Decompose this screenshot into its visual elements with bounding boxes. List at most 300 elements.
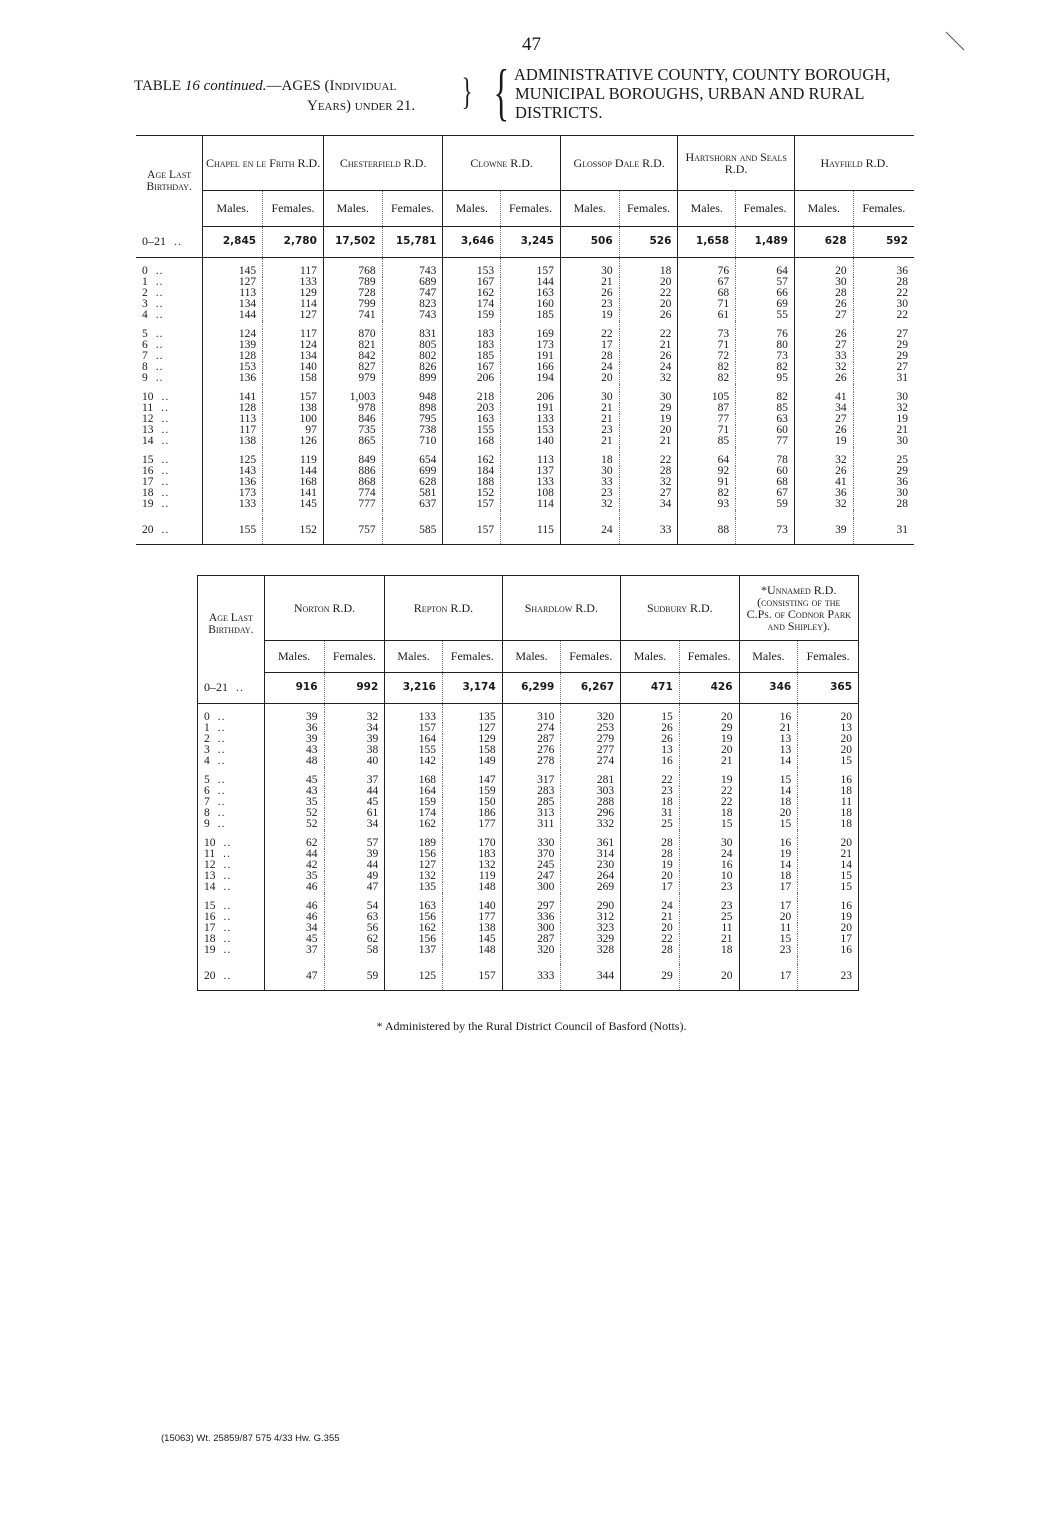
males-cell: 42 bbox=[264, 860, 324, 871]
males-cell: 777 bbox=[323, 499, 382, 510]
females-cell: 22 bbox=[853, 310, 914, 321]
males-cell: 46 bbox=[264, 882, 324, 893]
males-cell: 189 bbox=[385, 838, 443, 849]
table-row bbox=[136, 403, 914, 414]
males-cell: 68 bbox=[678, 288, 736, 299]
table-row bbox=[198, 860, 859, 871]
males-cell: 46 bbox=[264, 912, 324, 923]
males-cell: 768 bbox=[323, 266, 382, 277]
footnote: * Administered by the Rural District Council of Basford (Notts). bbox=[376, 1019, 687, 1033]
males-cell: 41 bbox=[794, 392, 853, 403]
males-cell: 206 bbox=[443, 373, 501, 384]
males-cell: 163 bbox=[385, 901, 443, 912]
females-cell: 899 bbox=[382, 373, 443, 384]
males-cell: 157 bbox=[385, 723, 443, 734]
males-cell: 978 bbox=[323, 403, 382, 414]
district-header: Hartshorn and Seals R.D. bbox=[678, 136, 795, 191]
females-cell: 158 bbox=[263, 373, 324, 384]
males-cell: 276 bbox=[502, 745, 561, 756]
females-cell: 11 bbox=[679, 923, 739, 934]
females-cell: 22 bbox=[619, 288, 678, 299]
females-cell: 206 bbox=[501, 392, 561, 403]
males-cell: 133 bbox=[385, 712, 443, 723]
males-cell: 370 bbox=[502, 849, 561, 860]
females-cell: 140 bbox=[263, 362, 324, 373]
males-cell: 133 bbox=[203, 499, 263, 510]
females-cell: 80 bbox=[736, 340, 795, 351]
age-cell: 1 .. bbox=[136, 277, 203, 288]
females-cell: 58 bbox=[324, 945, 385, 956]
pencil-mark-icon bbox=[944, 30, 966, 52]
males-cell: 27 bbox=[794, 340, 853, 351]
males-cell: 71 bbox=[678, 340, 736, 351]
males-cell: 13 bbox=[739, 734, 798, 745]
females-cell: 114 bbox=[501, 499, 561, 510]
males-cell: 144 bbox=[203, 310, 263, 321]
males-cell: 297 bbox=[502, 901, 561, 912]
males-cell: 174 bbox=[443, 299, 501, 310]
males-cell: 32 bbox=[794, 455, 853, 466]
district-header: Clowne R.D. bbox=[443, 136, 560, 191]
females-cell: 22 bbox=[853, 288, 914, 299]
females-header: Females. bbox=[798, 640, 859, 672]
females-cell: 160 bbox=[501, 299, 561, 310]
females-cell: 10 bbox=[679, 871, 739, 882]
females-cell: 26 bbox=[619, 310, 678, 321]
males-cell: 162 bbox=[385, 819, 443, 830]
females-cell: 30 bbox=[853, 436, 914, 447]
table-body bbox=[198, 672, 859, 990]
males-cell: 20 bbox=[794, 266, 853, 277]
females-cell: 16 bbox=[798, 775, 859, 786]
females-cell: 191 bbox=[501, 403, 561, 414]
females-header: Females. bbox=[501, 191, 561, 226]
males-cell: 20 bbox=[739, 808, 798, 819]
females-cell: 823 bbox=[382, 299, 443, 310]
males-cell: 14 bbox=[739, 786, 798, 797]
females-cell: 20 bbox=[798, 923, 859, 934]
district-header: Repton R.D. bbox=[385, 576, 502, 641]
subtitle-line-2: MUNICIPAL BOROUGHS, URBAN AND RURAL bbox=[515, 84, 865, 103]
table-row bbox=[198, 838, 859, 849]
females-cell: 67 bbox=[736, 488, 795, 499]
females-cell: 20 bbox=[798, 734, 859, 745]
females-header: Females. bbox=[561, 640, 621, 672]
years-label: Years) bbox=[307, 98, 351, 114]
males-cell: 15 bbox=[739, 934, 798, 945]
males-cell: 139 bbox=[203, 340, 263, 351]
males-cell: 23 bbox=[560, 488, 619, 499]
females-cell: 57 bbox=[736, 277, 795, 288]
females-cell: 314 bbox=[561, 849, 621, 860]
males-cell: 26 bbox=[621, 734, 680, 745]
females-cell: 158 bbox=[442, 745, 502, 756]
males-cell: 157 bbox=[443, 499, 501, 510]
males-cell: 346 bbox=[739, 672, 798, 703]
females-cell: 25 bbox=[679, 912, 739, 923]
males-header: Males. bbox=[621, 640, 680, 672]
table-row bbox=[136, 351, 914, 362]
females-cell: 32 bbox=[853, 403, 914, 414]
table-row bbox=[198, 882, 859, 893]
males-cell: 34 bbox=[264, 923, 324, 934]
females-cell: 1,489 bbox=[736, 226, 795, 257]
age-cell: 16 .. bbox=[198, 912, 265, 923]
females-cell: 34 bbox=[324, 819, 385, 830]
males-cell: 11 bbox=[739, 923, 798, 934]
females-cell: 63 bbox=[324, 912, 385, 923]
males-cell: 32 bbox=[560, 499, 619, 510]
females-cell: 13 bbox=[798, 723, 859, 734]
males-cell: 77 bbox=[678, 414, 736, 425]
females-cell: 114 bbox=[263, 299, 324, 310]
males-cell: 868 bbox=[323, 477, 382, 488]
females-header: Females. bbox=[679, 640, 739, 672]
males-cell: 162 bbox=[443, 288, 501, 299]
males-cell: 145 bbox=[203, 266, 263, 277]
males-cell: 26 bbox=[794, 329, 853, 340]
females-cell: 24 bbox=[679, 849, 739, 860]
females-cell: 22 bbox=[679, 786, 739, 797]
males-cell: 159 bbox=[385, 797, 443, 808]
females-cell: 14 bbox=[798, 860, 859, 871]
age-cell: 5 .. bbox=[198, 775, 265, 786]
females-cell: 148 bbox=[442, 945, 502, 956]
males-cell: 159 bbox=[443, 310, 501, 321]
males-cell: 26 bbox=[621, 723, 680, 734]
age-cell: 15 .. bbox=[198, 901, 265, 912]
age-cell: 18 .. bbox=[136, 488, 203, 499]
males-cell: 21 bbox=[560, 414, 619, 425]
males-cell: 124 bbox=[203, 329, 263, 340]
females-cell: 18 bbox=[798, 819, 859, 830]
females-cell: 15 bbox=[798, 871, 859, 882]
females-cell: 145 bbox=[263, 499, 324, 510]
district-header: Hayfield R.D. bbox=[794, 136, 914, 191]
females-cell: 18 bbox=[619, 266, 678, 277]
males-cell: 46 bbox=[264, 901, 324, 912]
females-cell: 802 bbox=[382, 351, 443, 362]
males-cell: 156 bbox=[385, 934, 443, 945]
females-cell: 992 bbox=[324, 672, 385, 703]
group-spacer bbox=[198, 830, 859, 838]
males-cell: 162 bbox=[443, 455, 501, 466]
table-row bbox=[198, 923, 859, 934]
females-cell: 59 bbox=[736, 499, 795, 510]
males-cell: 28 bbox=[621, 838, 680, 849]
males-cell: 152 bbox=[443, 488, 501, 499]
females-cell: 138 bbox=[263, 403, 324, 414]
district-header: Glossop Dale R.D. bbox=[560, 136, 678, 191]
females-cell: 15 bbox=[798, 882, 859, 893]
males-cell: 127 bbox=[203, 277, 263, 288]
males-cell: 143 bbox=[203, 466, 263, 477]
males-cell: 23 bbox=[560, 299, 619, 310]
males-cell: 735 bbox=[323, 425, 382, 436]
males-cell: 20 bbox=[621, 923, 680, 934]
females-cell: 27 bbox=[853, 362, 914, 373]
males-cell: 23 bbox=[621, 786, 680, 797]
males-cell: 88 bbox=[678, 518, 736, 545]
males-cell: 93 bbox=[678, 499, 736, 510]
age-cell: 13 .. bbox=[198, 871, 265, 882]
females-cell: 62 bbox=[324, 934, 385, 945]
females-cell: 281 bbox=[561, 775, 621, 786]
females-cell: 19 bbox=[679, 734, 739, 745]
males-cell: 26 bbox=[794, 466, 853, 477]
males-cell: 105 bbox=[678, 392, 736, 403]
females-cell: 274 bbox=[561, 756, 621, 767]
females-cell: 296 bbox=[561, 808, 621, 819]
total-row bbox=[136, 226, 914, 257]
males-cell: 155 bbox=[385, 745, 443, 756]
females-cell: 31 bbox=[853, 373, 914, 384]
females-cell: 264 bbox=[561, 871, 621, 882]
males-cell: 21 bbox=[739, 723, 798, 734]
age-cell: 3 .. bbox=[198, 745, 265, 756]
age-cell: 0–21 .. bbox=[198, 672, 265, 703]
table-row bbox=[198, 808, 859, 819]
females-cell: 277 bbox=[561, 745, 621, 756]
males-cell: 15 bbox=[739, 819, 798, 830]
table-row bbox=[136, 477, 914, 488]
males-cell: 188 bbox=[443, 477, 501, 488]
females-cell: 168 bbox=[263, 477, 324, 488]
page-number: 47 bbox=[522, 34, 541, 55]
males-cell: 14 bbox=[739, 756, 798, 767]
continued-label: continued. bbox=[203, 78, 267, 94]
males-cell: 52 bbox=[264, 808, 324, 819]
females-cell: 194 bbox=[501, 373, 561, 384]
males-cell: 3,216 bbox=[385, 672, 443, 703]
table-row bbox=[198, 712, 859, 723]
district-header: Chesterfield R.D. bbox=[323, 136, 443, 191]
females-cell: 166 bbox=[501, 362, 561, 373]
females-cell: 20 bbox=[679, 712, 739, 723]
males-cell: 20 bbox=[560, 373, 619, 384]
males-cell: 26 bbox=[794, 425, 853, 436]
females-cell: 21 bbox=[679, 756, 739, 767]
females-cell: 135 bbox=[442, 712, 502, 723]
table-row bbox=[136, 310, 914, 321]
females-cell: 30 bbox=[853, 392, 914, 403]
males-header: Males. bbox=[678, 191, 736, 226]
table-label: TABLE bbox=[134, 78, 182, 94]
table-row bbox=[136, 277, 914, 288]
males-cell: 128 bbox=[203, 403, 263, 414]
males-cell: 37 bbox=[264, 945, 324, 956]
males-cell: 979 bbox=[323, 373, 382, 384]
females-cell: 124 bbox=[263, 340, 324, 351]
females-cell: 149 bbox=[442, 756, 502, 767]
females-cell: 20 bbox=[798, 745, 859, 756]
males-cell: 17 bbox=[739, 882, 798, 893]
females-cell: 15 bbox=[679, 819, 739, 830]
males-cell: 71 bbox=[678, 425, 736, 436]
females-cell: 16 bbox=[798, 901, 859, 912]
individual-label: Individual bbox=[329, 78, 397, 94]
females-cell: 44 bbox=[324, 860, 385, 871]
females-cell: 323 bbox=[561, 923, 621, 934]
females-cell: 16 bbox=[679, 860, 739, 871]
females-cell: 581 bbox=[382, 488, 443, 499]
males-cell: 18 bbox=[560, 455, 619, 466]
females-cell: 654 bbox=[382, 455, 443, 466]
females-cell: 22 bbox=[619, 329, 678, 340]
males-cell: 61 bbox=[678, 310, 736, 321]
table-row bbox=[136, 455, 914, 466]
females-cell: 38 bbox=[324, 745, 385, 756]
males-cell: 849 bbox=[323, 455, 382, 466]
males-cell: 45 bbox=[264, 934, 324, 945]
males-cell: 162 bbox=[385, 923, 443, 934]
females-cell: 133 bbox=[263, 277, 324, 288]
females-cell: 119 bbox=[263, 455, 324, 466]
females-cell: 17 bbox=[798, 934, 859, 945]
table-title bbox=[134, 76, 415, 116]
table-row bbox=[198, 775, 859, 786]
females-cell: 117 bbox=[263, 329, 324, 340]
females-cell: 290 bbox=[561, 901, 621, 912]
males-cell: 125 bbox=[203, 455, 263, 466]
males-cell: 125 bbox=[385, 964, 443, 991]
females-cell: 743 bbox=[382, 310, 443, 321]
males-cell: 168 bbox=[443, 436, 501, 447]
females-cell: 585 bbox=[382, 518, 443, 545]
females-cell: 34 bbox=[619, 499, 678, 510]
females-cell: 144 bbox=[263, 466, 324, 477]
males-header: Males. bbox=[739, 640, 798, 672]
females-cell: 20 bbox=[619, 425, 678, 436]
males-cell: 741 bbox=[323, 310, 382, 321]
males-cell: 18 bbox=[621, 797, 680, 808]
males-cell: 6,299 bbox=[502, 672, 561, 703]
females-cell: 20 bbox=[679, 745, 739, 756]
females-cell: 15,781 bbox=[382, 226, 443, 257]
females-cell: 361 bbox=[561, 838, 621, 849]
males-cell: 32 bbox=[794, 362, 853, 373]
females-cell: 795 bbox=[382, 414, 443, 425]
males-cell: 45 bbox=[264, 775, 324, 786]
females-cell: 148 bbox=[442, 882, 502, 893]
females-cell: 137 bbox=[501, 466, 561, 477]
age-cell: 20 .. bbox=[198, 964, 265, 991]
females-cell: 185 bbox=[501, 310, 561, 321]
males-cell: 21 bbox=[560, 436, 619, 447]
ages-label: —AGES ( bbox=[266, 78, 330, 94]
females-cell: 320 bbox=[561, 712, 621, 723]
age-cell: 8 .. bbox=[198, 808, 265, 819]
table-row bbox=[198, 734, 859, 745]
age-cell: 2 .. bbox=[136, 288, 203, 299]
males-cell: 313 bbox=[502, 808, 561, 819]
males-cell: 846 bbox=[323, 414, 382, 425]
males-cell: 30 bbox=[560, 392, 619, 403]
males-cell: 506 bbox=[560, 226, 619, 257]
males-cell: 113 bbox=[203, 288, 263, 299]
females-header: Females. bbox=[263, 191, 324, 226]
age-cell: 10 .. bbox=[136, 392, 203, 403]
females-cell: 54 bbox=[324, 901, 385, 912]
females-cell: 23 bbox=[798, 964, 859, 991]
females-cell: 115 bbox=[501, 518, 561, 545]
females-cell: 117 bbox=[263, 266, 324, 277]
ages-table-upper bbox=[136, 135, 914, 545]
females-cell: 134 bbox=[263, 351, 324, 362]
age-cell: 4 .. bbox=[198, 756, 265, 767]
males-cell: 136 bbox=[203, 373, 263, 384]
females-cell: 57 bbox=[324, 838, 385, 849]
females-cell: 738 bbox=[382, 425, 443, 436]
males-cell: 19 bbox=[560, 310, 619, 321]
males-cell: 28 bbox=[794, 288, 853, 299]
age-cell: 0 .. bbox=[136, 266, 203, 277]
males-cell: 48 bbox=[264, 756, 324, 767]
age-cell: 17 .. bbox=[198, 923, 265, 934]
males-cell: 218 bbox=[443, 392, 501, 403]
females-cell: 56 bbox=[324, 923, 385, 934]
males-cell: 163 bbox=[443, 414, 501, 425]
females-cell: 55 bbox=[736, 310, 795, 321]
males-cell: 153 bbox=[203, 362, 263, 373]
females-cell: 22 bbox=[679, 797, 739, 808]
males-cell: 67 bbox=[678, 277, 736, 288]
females-header: Females. bbox=[853, 191, 914, 226]
males-cell: 21 bbox=[560, 403, 619, 414]
females-cell: 15 bbox=[798, 756, 859, 767]
age-cell: 4 .. bbox=[136, 310, 203, 321]
age-cell: 12 .. bbox=[136, 414, 203, 425]
males-cell: 134 bbox=[203, 299, 263, 310]
males-cell: 2,845 bbox=[203, 226, 263, 257]
females-cell: 82 bbox=[736, 362, 795, 373]
males-cell: 26 bbox=[560, 288, 619, 299]
table-row bbox=[198, 934, 859, 945]
males-cell: 1,003 bbox=[323, 392, 382, 403]
table-row bbox=[136, 518, 914, 545]
females-cell: 186 bbox=[442, 808, 502, 819]
males-cell: 17 bbox=[739, 901, 798, 912]
age-cell: 14 .. bbox=[136, 436, 203, 447]
females-cell: 19 bbox=[798, 912, 859, 923]
females-cell: 61 bbox=[324, 808, 385, 819]
group-spacer bbox=[198, 703, 859, 712]
females-cell: 29 bbox=[679, 723, 739, 734]
males-cell: 247 bbox=[502, 871, 561, 882]
males-cell: 33 bbox=[794, 351, 853, 362]
males-cell: 22 bbox=[621, 775, 680, 786]
females-cell: 47 bbox=[324, 882, 385, 893]
age-header bbox=[136, 136, 203, 227]
females-cell: 312 bbox=[561, 912, 621, 923]
females-cell: 73 bbox=[736, 351, 795, 362]
age-cell: 11 .. bbox=[198, 849, 265, 860]
males-cell: 287 bbox=[502, 934, 561, 945]
males-cell: 19 bbox=[621, 860, 680, 871]
males-cell: 183 bbox=[443, 340, 501, 351]
males-cell: 82 bbox=[678, 362, 736, 373]
females-cell: 20 bbox=[679, 964, 739, 991]
males-header: Males. bbox=[264, 640, 324, 672]
males-cell: 29 bbox=[621, 964, 680, 991]
females-cell: 19 bbox=[853, 414, 914, 425]
males-cell: 13 bbox=[739, 745, 798, 756]
males-header: Males. bbox=[385, 640, 443, 672]
males-header: Males. bbox=[560, 191, 619, 226]
table-row bbox=[136, 414, 914, 425]
age-cell: 13 .. bbox=[136, 425, 203, 436]
females-cell: 145 bbox=[442, 934, 502, 945]
